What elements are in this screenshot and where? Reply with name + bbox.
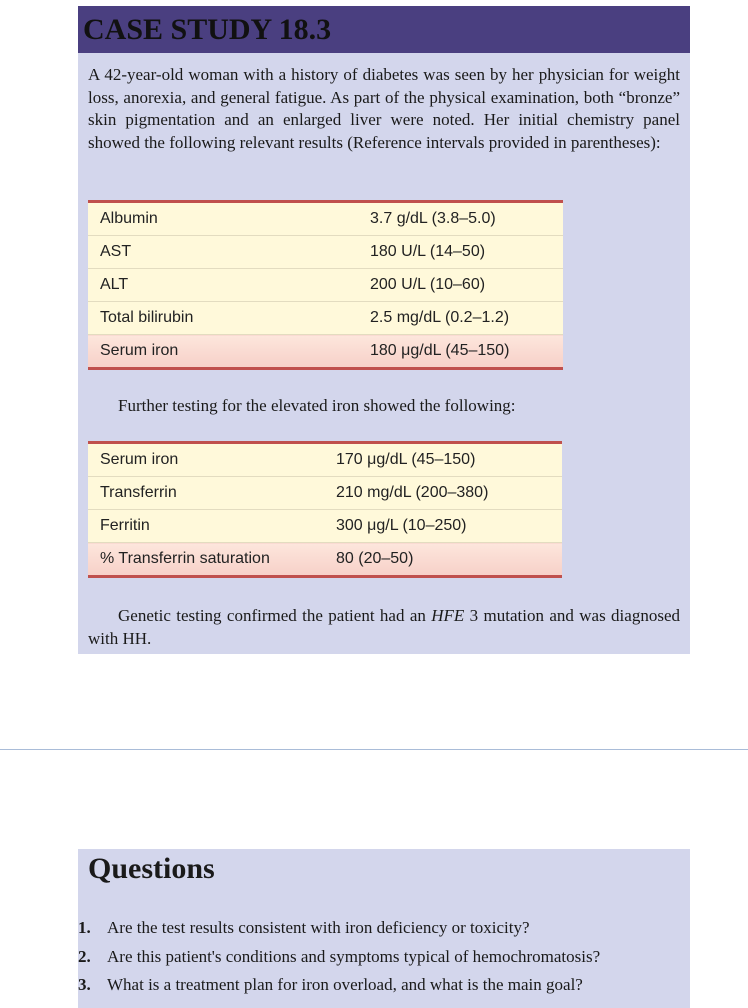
question-number: 2. <box>78 946 91 966</box>
test-name: % Transferrin saturation <box>88 543 324 577</box>
test-name: Albumin <box>88 202 358 236</box>
question-item <box>78 914 600 943</box>
test-result: 300 μg/L (10–250) <box>324 510 562 543</box>
table-row <box>88 269 563 302</box>
test-result: 180 U/L (14–50) <box>358 236 563 269</box>
section-divider <box>0 749 748 750</box>
initial-chemistry-table <box>88 200 563 370</box>
test-name: Serum iron <box>88 443 324 477</box>
case-study-title: CASE STUDY 18.3 <box>78 6 690 53</box>
test-name: Serum iron <box>88 335 358 369</box>
table-row <box>88 202 563 236</box>
table-row-highlighted <box>88 543 562 577</box>
test-name: Ferritin <box>88 510 324 543</box>
table-row <box>88 302 563 335</box>
table-row <box>88 477 562 510</box>
conclusion-text-before: Genetic testing confirmed the patient had an <box>118 606 432 625</box>
question-text: What is a treatment plan for iron overload, and what is the main goal? <box>107 975 583 994</box>
table-row-highlighted <box>88 335 563 369</box>
test-result: 210 mg/dL (200–380) <box>324 477 562 510</box>
table-row <box>88 236 563 269</box>
question-item <box>78 943 600 972</box>
case-intro-paragraph: A 42-year-old woman with a history of diabetes was seen by her physician for weight loss, anorexia, and general fatigue. As part of the physical examination, both “bronze” skin pigmentation and an enlarged liver were noted. Her initial chemistry panel showed the following relevant results (Reference intervals provided in parentheses): <box>88 65 680 152</box>
test-result: 2.5 mg/dL (0.2–1.2) <box>358 302 563 335</box>
question-item <box>78 971 600 1000</box>
table-row <box>88 443 562 477</box>
iron-studies-table <box>88 441 562 578</box>
case-study-box <box>78 6 690 654</box>
test-name: ALT <box>88 269 358 302</box>
further-testing-text: Further testing for the elevated iron showed the following: <box>118 396 516 415</box>
test-result: 200 U/L (10–60) <box>358 269 563 302</box>
test-result: 170 μg/dL (45–150) <box>324 443 562 477</box>
test-name: Transferrin <box>88 477 324 510</box>
conclusion-text-after: 3 mutation and was diagnosed with HH. <box>88 606 680 648</box>
test-result: 180 μg/dL (45–150) <box>358 335 563 369</box>
conclusion-paragraph <box>88 605 680 650</box>
test-result: 3.7 g/dL (3.8–5.0) <box>358 202 563 236</box>
questions-title: Questions <box>88 852 215 885</box>
test-name: AST <box>88 236 358 269</box>
question-text: Are the test results consistent with iron deficiency or toxicity? <box>107 918 530 937</box>
question-text: Are this patient's conditions and symptoms typical of hemochromatosis? <box>107 946 601 966</box>
table-row <box>88 510 562 543</box>
gene-name: HFE <box>431 606 465 625</box>
test-result: 80 (20–50) <box>324 543 562 577</box>
question-number: 1. <box>78 918 91 937</box>
test-name: Total bilirubin <box>88 302 358 335</box>
questions-list <box>78 914 600 1000</box>
question-number: 3. <box>78 975 91 994</box>
